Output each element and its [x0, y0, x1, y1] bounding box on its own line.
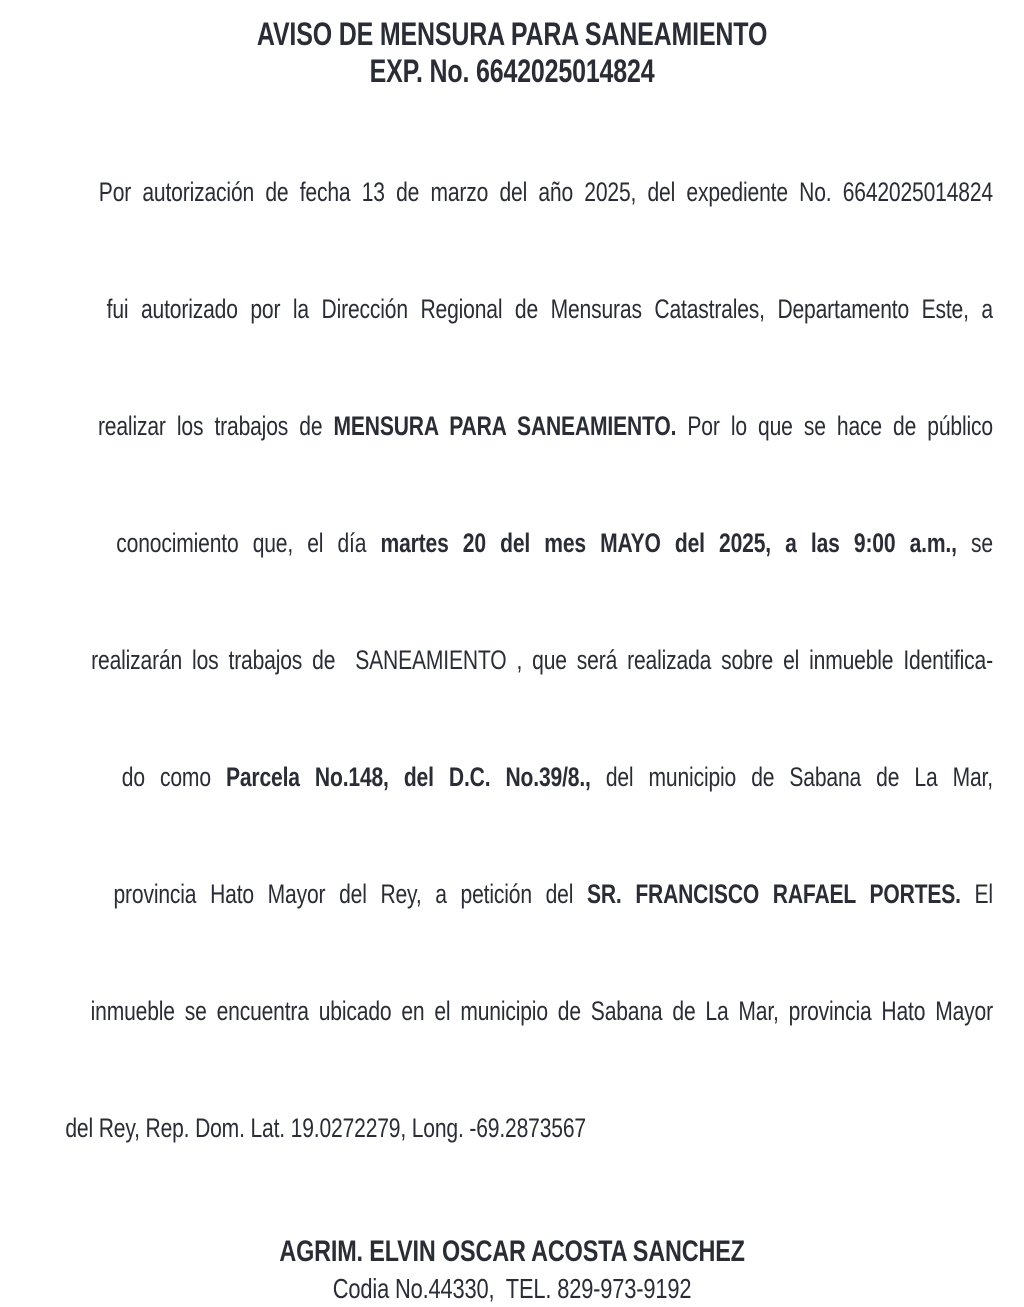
body-text: Por lo que se hace de público [676, 411, 993, 441]
body-text-emphasis: martes 20 del mes MAYO del 2025, a las 9:00 a.m., [380, 528, 957, 558]
body-text-emphasis: SR. FRANCISCO RAFAEL PORTES. [586, 879, 961, 909]
body-text: fui autorizado por la Dirección Regional de Mensuras Catastrales, Departamento Este, a [106, 294, 993, 324]
body-text: realizarán los trabajos de SANEAMIENTO , que será realizada sobre el inmueble Identifica- [91, 645, 993, 675]
body-line-coordinates [31, 1070, 993, 1187]
body-line [31, 602, 993, 719]
expediente-number: EXP. No. 6642025014824 [369, 53, 655, 89]
body-line [31, 251, 993, 368]
notice-footer [31, 1233, 993, 1307]
surveyor-name: AGRIM. ELVIN OSCAR ACOSTA SANCHEZ [279, 1235, 745, 1268]
body-text: se [956, 528, 993, 558]
body-line [31, 485, 993, 602]
body-text: El [960, 879, 993, 909]
body-line [31, 719, 993, 836]
body-line [31, 953, 993, 1070]
surveyor-credentials: Codia No.44330, TEL. 829-973-9192 [332, 1273, 692, 1304]
notice-body [31, 134, 993, 1187]
body-text-emphasis: Parcela No.148, del D.C. No.39/8., [225, 762, 591, 792]
body-text: realizar los trabajos de [97, 411, 334, 441]
body-text-emphasis: MENSURA PARA SANEAMIENTO. [333, 411, 677, 441]
body-text: del Rey, Rep. Dom. Lat. 19.0272279, Long. -69.2873567 [65, 1113, 586, 1143]
body-text: conocimiento que, el día [116, 528, 381, 558]
body-text: inmueble se encuentra ubicado en el municipio de Sabana de La Mar, provincia Hato Mayor [90, 996, 993, 1026]
body-line [31, 134, 993, 251]
body-text: del municipio de Sabana de La Mar, [590, 762, 993, 792]
body-text: provincia Hato Mayor del Rey, a petición del [113, 879, 587, 909]
body-text: Por autorización de fecha 13 de marzo del año 2025, del expediente No. 6642025014824 [98, 177, 993, 207]
body-line [31, 368, 993, 485]
notice-title: AVISO DE MENSURA PARA SANEAMIENTO [256, 16, 768, 52]
notice-header [31, 16, 993, 90]
body-line [31, 836, 993, 953]
body-text: do como [121, 762, 226, 792]
